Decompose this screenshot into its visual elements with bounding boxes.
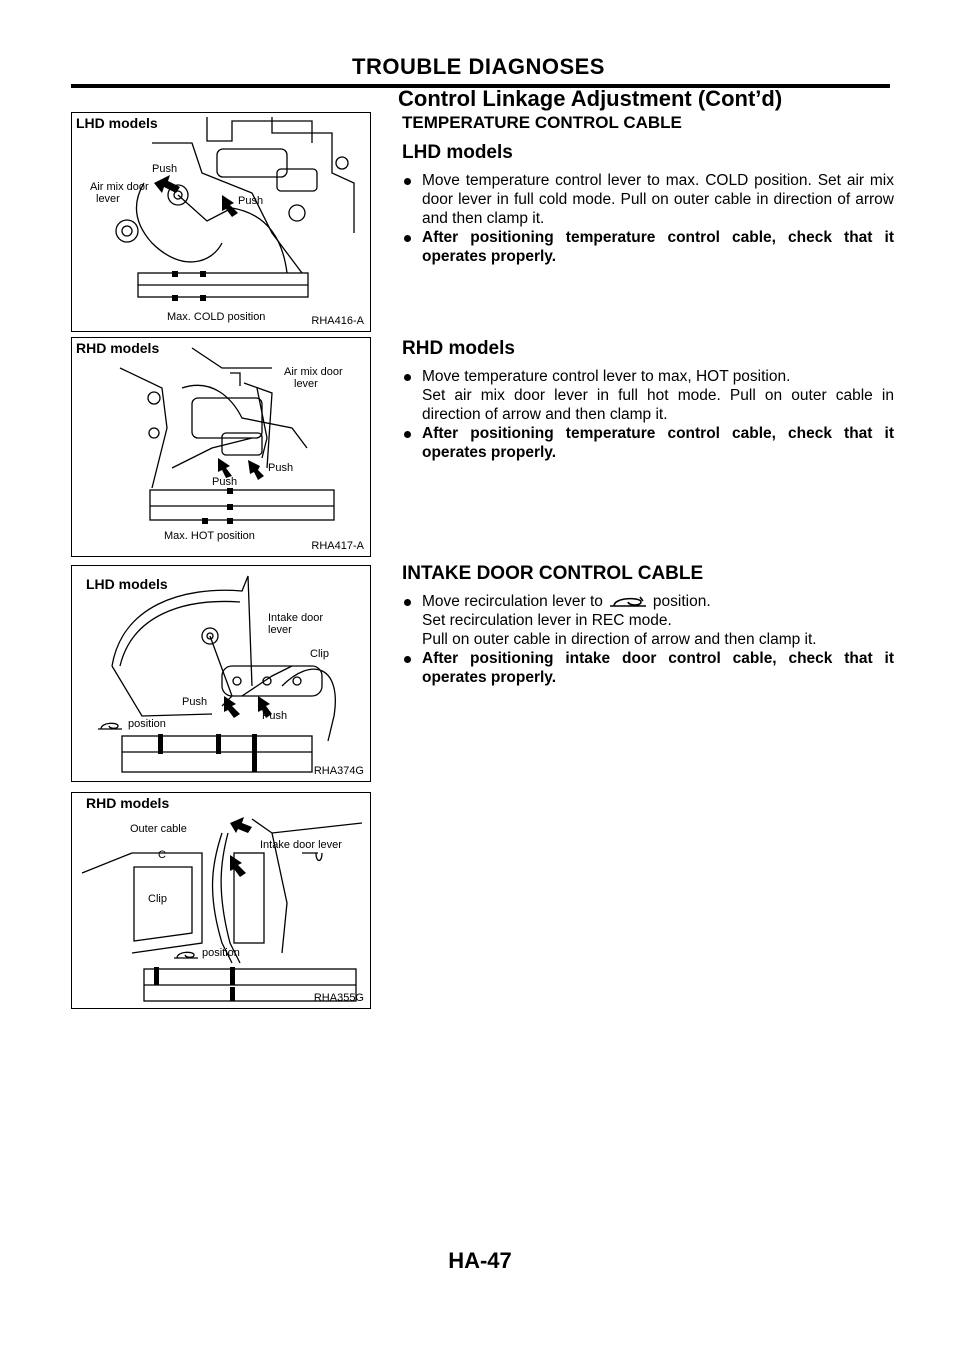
bullet-text: Set air mix door lever in full hot mode. Pull on outer cable in direction of arrow and then clamp it. xyxy=(422,387,894,423)
callout-intake-door: Intake door xyxy=(268,612,324,624)
section-rhd-temperature xyxy=(402,338,894,462)
bullet-icon xyxy=(404,599,411,606)
bullet-item xyxy=(402,424,894,462)
subsection-heading-rhd: RHD models xyxy=(402,338,515,359)
figure-model-label: RHD models xyxy=(86,795,170,811)
callout-push: Push xyxy=(212,476,238,488)
figure-lhd-intake-cable xyxy=(71,565,371,782)
callout-lever: lever xyxy=(268,624,292,636)
callout-lever: lever xyxy=(96,193,120,205)
callout-max-hot-position: Max. HOT position xyxy=(164,530,255,542)
page-number: HA-47 xyxy=(448,1248,512,1273)
figure-model-label: LHD models xyxy=(86,576,168,592)
callout-outer-cable: Outer cable xyxy=(130,823,187,835)
bullet-text: Set recirculation lever in REC mode. xyxy=(422,612,672,629)
bullet-text: Move recirculation lever to xyxy=(422,593,603,610)
callout-push: Push xyxy=(152,163,178,175)
figure-caption: RHA374G xyxy=(313,765,364,777)
figure-model-label: LHD models xyxy=(76,115,158,131)
section-temperature-control-cable xyxy=(402,113,894,266)
section-heading: TEMPERATURE CONTROL CABLE xyxy=(402,113,682,132)
callout-air-mix-door: Air mix door xyxy=(90,181,149,193)
callout-clip: Clip xyxy=(148,893,167,905)
section-intake-door-control-cable xyxy=(402,563,894,687)
rhd-intake-diagram xyxy=(72,793,370,1008)
bullet-icon xyxy=(404,431,411,438)
recirculation-icon xyxy=(96,720,126,732)
callout-clip: Clip xyxy=(310,648,329,660)
bullet-text: Move temperature control lever to max, HOT position. xyxy=(422,368,791,385)
callout-push: Push xyxy=(238,195,264,207)
bullet-text: Move temperature control lever to max. COLD position. Set air mix door lever in full cold mode. Pull on outer cable in direction of arrow and then clamp it. xyxy=(422,172,894,227)
callout-air-mix-door: Air mix door xyxy=(284,366,343,378)
figure-lhd-temp-cable xyxy=(71,112,371,332)
callout-push: Push xyxy=(182,696,208,708)
callout-position: position xyxy=(128,718,166,730)
callout-c: C xyxy=(158,849,166,861)
bullet-text: position. xyxy=(652,593,711,610)
bullet-icon xyxy=(404,656,411,663)
bullet-item xyxy=(402,367,894,424)
lhd-intake-diagram xyxy=(72,566,370,781)
bullet-icon xyxy=(404,235,411,242)
figure-model-label: RHD models xyxy=(76,340,160,356)
figure-rhd-temp-cable xyxy=(71,337,371,557)
callout-lever: lever xyxy=(294,378,318,390)
bullet-text: After positioning temperature control cable, check that it operates properly. xyxy=(422,229,894,265)
callout-position: position xyxy=(202,947,240,959)
callout-max-cold-position: Max. COLD position xyxy=(167,311,266,323)
page-header-subtitle: Control Linkage Adjustment (Cont’d) xyxy=(398,86,783,111)
bullet-item xyxy=(402,592,894,649)
figure-caption: RHA417-A xyxy=(311,540,364,552)
page-header-title: TROUBLE DIAGNOSES xyxy=(352,54,605,79)
bullet-text: After positioning temperature control cable, check that it operates properly. xyxy=(422,425,894,461)
figure-caption: RHA416-A xyxy=(311,315,364,327)
figure-rhd-intake-cable xyxy=(71,792,371,1009)
callout-intake-door-lever: Intake door lever xyxy=(260,839,342,851)
section-heading: INTAKE DOOR CONTROL CABLE xyxy=(402,563,704,584)
bullet-icon xyxy=(404,178,411,185)
lhd-temp-diagram xyxy=(72,113,370,331)
bullet-item xyxy=(402,649,894,687)
recirculation-icon xyxy=(607,595,649,609)
bullet-icon xyxy=(404,374,411,381)
callout-push: Push xyxy=(268,462,294,474)
recirculation-icon xyxy=(172,949,202,961)
bullet-text: Pull on outer cable in direction of arrow and then clamp it. xyxy=(422,631,817,648)
bullet-text: After positioning intake door control cable, check that it operates properly. xyxy=(422,650,894,686)
figure-caption: RHA355G xyxy=(313,992,364,1004)
subsection-heading-lhd: LHD models xyxy=(402,142,513,163)
bullet-item xyxy=(402,171,894,228)
callout-push: Push xyxy=(262,710,288,722)
bullet-item xyxy=(402,228,894,266)
